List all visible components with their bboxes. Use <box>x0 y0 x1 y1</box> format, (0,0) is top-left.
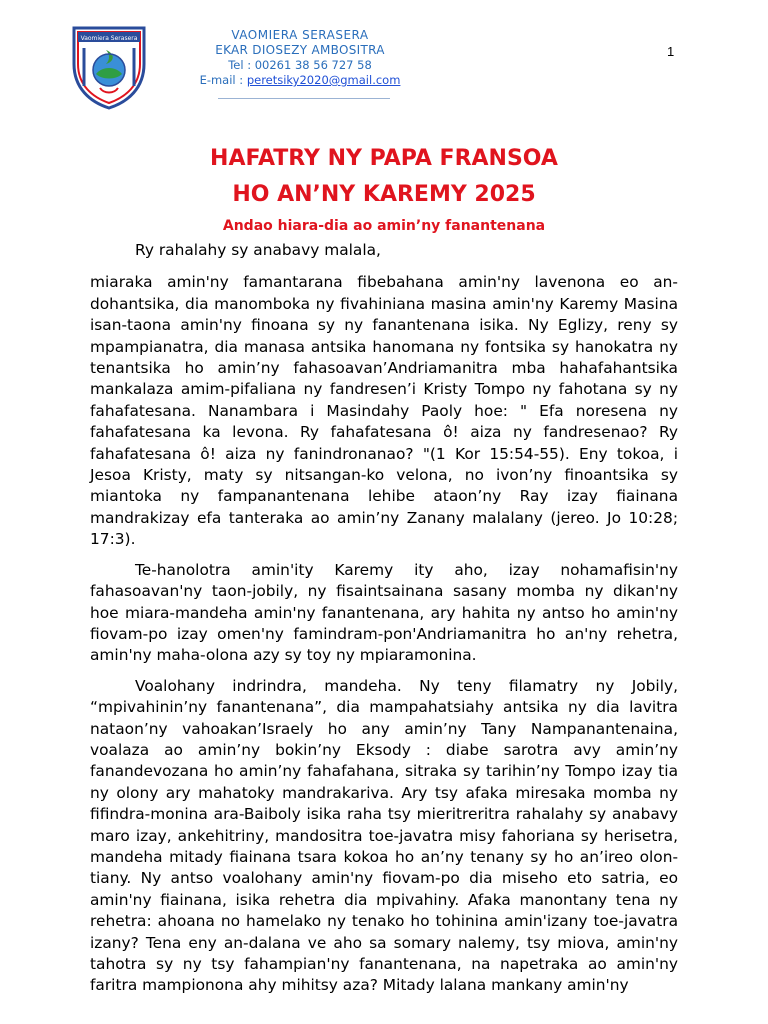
paragraph-3: Voalohany indrindra, mandeha. Ny teny filamatry ny Jobily, “mpivahinin’ny fanantenana”, dia mampahatsiahy antsika ny dia lavitra nataon’ny vahoakan’Israely ho any amin’ny Tany Nampanantenaina, voalaza ao amin’ny bokin’ny Eksody : diabe sarotra avy amin’ny fanandevozana ho amin’ny fahafahana, sitraka sy tarihin’ny Tompo izay tia ny olony ary mahatoky mandrakariva. Ary tsy afaka miresaka momba ny fifindra-monina ara-Baiboly isika raha tsy mieritreritra rahalahy sy anabavy maro izay, ankehitriny, mandositra toe-javatra misy fahoriana sy herisetra, mandeha mitady fiainana tsara kokoa ho an’ny tenany sy ho an’ireo olon-tiany. Ny antso voalohany amin'ny fiovam-po dia miseho eto satria, eo amin'ny fiainana, isika rehetra dia mpivahiny. Afaka manontany tena ny rehetra: ahoana no hamelako ny tenako ho tohinina amin'izany toe-javatra izany? Tena eny an-dalana ve aho sa somary nalemy, tsy miova, amin'ny tahotra sy ny tsy fahampian'ny fanantenana, na napetraka ao amin'ny faritra mampionona ahy mihitsy aza? Mitady lalana mankany amin'ny <box>90 676 678 995</box>
document-subtitle: Andao hiara-dia ao amin’ny fanantenana <box>222 218 546 234</box>
org-name: VAOMIERA SERASERA <box>231 28 369 42</box>
diocese-logo <box>70 24 148 110</box>
letterhead-text <box>180 28 420 88</box>
diocese-name: EKAR DIOSEZY AMBOSITRA <box>215 43 385 57</box>
paragraph-1: miaraka amin'ny famantarana fibebahana amin'ny lavenona eo an-dohantsika, dia manomboka ny fivahiniana masina amin'ny Karemy Masina isan-taona amin'ny finoana sy ny fanantenana isika. Ny Eglizy, reny sy mpampianatra, dia manasa antsika hanomana ny fontsika sy hanokatra ny tenantsika ho amin’ny fahasoavan’Andriamanitra mba hahafahantsika mankalaza amim-pifaliana ny fandresen’i Kristy Tompo ny fahotana sy ny fahafatesana. Nanambara i Masindahy Paoly hoe: " Efa noresena ny fahafatesana ka levona. Ry fahafatesana ô! aiza ny fandresenao? Ry fahafatesana ô! aiza ny fanindronanao? "(1 Kor 15:54-55). Eny tokoa, i Jesoa Kristy, maty sy nitsangan-ko velona, no ivon’ny finoantsika sy miantoka ny fampanantenana lehibe ataon’ny Ray izay fiainana mandrakizay efa tanteraka ao amin’ny Zanany malalany (jereo. Jo 10:28; 17:3). <box>90 273 678 549</box>
document-title-line-2: HO AN’NY KAREMY 2025 <box>232 182 536 207</box>
email-line <box>180 73 420 88</box>
phone-number: Tel : 00261 38 56 727 58 <box>228 58 372 72</box>
page-number: 1 <box>667 44 675 59</box>
paragraph-2: Te-hanolotra amin'ity Karemy ity aho, izay nohamafisin'ny fahasoavan'ny taon-jobily, ny fisaintsainana sasany momba ny dikan'ny hoe miara-mandeha amin'ny fanantenana, ary hahita ny antso ho amin'ny fiovam-po izay omen'ny famindram-pon'Andriamanitra ho an'ny rehetra, amin'ny maha-olona azy sy toy ny mpiaramonina. <box>90 560 678 665</box>
header-divider <box>218 98 390 99</box>
svg-text:Vaomiera Serasera: Vaomiera Serasera <box>80 35 138 42</box>
document-body <box>90 240 678 1006</box>
email-link[interactable]: peretsiky2020@gmail.com <box>246 73 401 87</box>
greeting: Ry rahalahy sy anabavy malala, <box>135 241 381 259</box>
letterhead <box>0 0 768 110</box>
email-label: E-mail : <box>199 73 247 87</box>
document-title-line-1: HAFATRY NY PAPA FRANSOA <box>210 146 558 171</box>
